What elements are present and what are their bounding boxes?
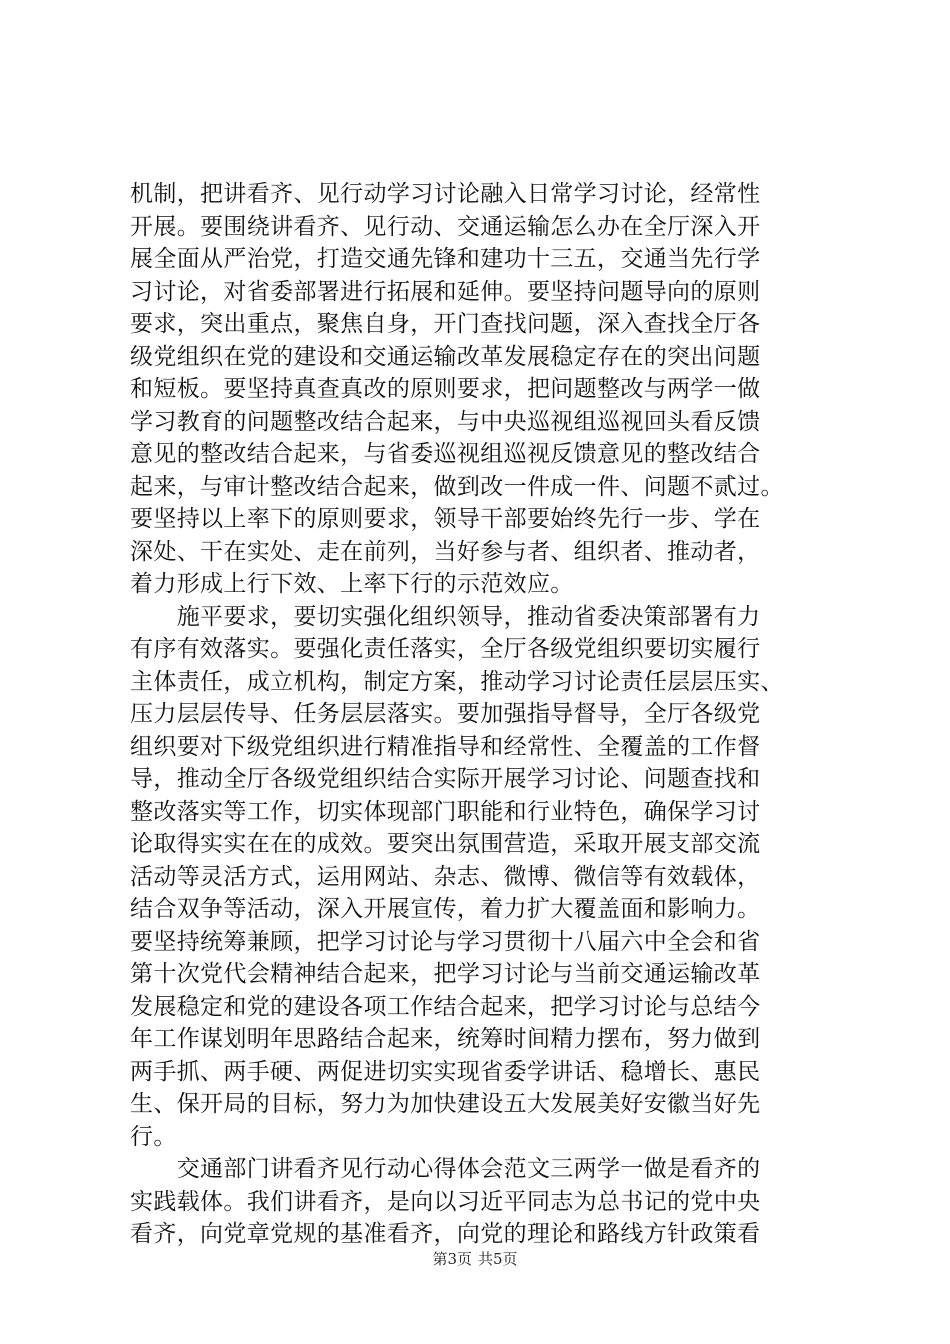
text-line: 实践载体。我们讲看齐，是向以习近平同志为总书记的党中央 [130, 1188, 761, 1215]
text-line: 压力层层传导、任务层层落实。要加强指导督导，全厅各级党 [130, 701, 761, 727]
text-line: 级党组织在党的建设和交通运输改革发展稳定存在的突出问题 [130, 343, 761, 370]
text-line: 看齐，向党章党规的基准看齐，向党的理论和路线方针政策看 [130, 1221, 761, 1247]
text-line: 行。 [130, 1123, 177, 1150]
text-line: 发展稳定和党的建设各项工作结合起来，把学习讨论与总结今 [130, 993, 761, 1020]
text-line: 交通部门讲看齐见行动心得体会范文三两学一做是看齐的 [130, 1156, 761, 1182]
text-line: 结合双争等活动，深入开展宣传，着力扩大覆盖面和影响力。 [130, 896, 761, 922]
page-number: 第3页 [432, 1250, 472, 1268]
text-line: 着力形成上行下效、上率下行的示范效应。 [130, 571, 574, 597]
text-line: 生、保开局的目标，努力为加快建设五大发展美好安徽当好先 [130, 1091, 761, 1117]
text-line: 第十次党代会精神结合起来，把学习讨论与当前交通运输改革 [130, 961, 761, 987]
text-line: 主体责任，成立机构，制定方案，推动学习讨论责任层层压实、 [130, 668, 784, 695]
text-line: 有序有效落实。要强化责任落实，全厅各级党组织要切实履行 [130, 636, 761, 662]
text-line: 导，推动全厅各级党组织结合实际开展学习讨论、问题查找和 [130, 766, 761, 792]
text-line: 整改落实等工作，切实体现部门职能和行业特色，确保学习讨 [130, 798, 761, 825]
text-line: 活动等灵活方式，运用网站、杂志、微博、微信等有效载体， [130, 863, 761, 890]
text-line: 要求，突出重点，聚焦自身，开门查找问题，深入查找全厅各 [130, 311, 761, 337]
text-line: 和短板。要坚持真查真改的原则要求，把问题整改与两学一做 [130, 376, 761, 402]
text-line: 论取得实实在在的成效。要突出氛围营造，采取开展支部交流 [130, 831, 761, 857]
text-line: 开展。要围绕讲看齐、见行动、交通运输怎么办在全厅深入开 [130, 213, 761, 240]
text-line: 年工作谋划明年思路结合起来，统筹时间精力摆布，努力做到 [130, 1026, 761, 1052]
body-text [130, 178, 835, 1251]
text-line: 展全面从严治党，打造交通先锋和建功十三五，交通当先行学 [130, 246, 761, 272]
text-line: 学习教育的问题整改结合起来，与中央巡视组巡视回头看反馈 [130, 408, 761, 435]
page-total: 共5页 [478, 1250, 518, 1268]
text-line: 要坚持以上率下的原则要求，领导干部要始终先行一步、学在 [130, 506, 761, 532]
text-line: 习讨论，对省委部署进行拓展和延伸。要坚持问题导向的原则 [130, 278, 761, 305]
text-line: 组织要对下级党组织进行精准指导和经常性、全覆盖的工作督 [130, 733, 761, 760]
text-line: 机制，把讲看齐、见行动学习讨论融入日常学习讨论，经常性 [130, 181, 761, 207]
text-line: 要坚持统筹兼顾，把学习讨论与学习贯彻十八届六中全会和省 [130, 928, 761, 955]
text-line: 施平要求，要切实强化组织领导，推动省委决策部署有力 [130, 603, 761, 630]
page-footer [0, 1248, 950, 1269]
text-line: 起来，与审计整改结合起来，做到改一件成一件、问题不贰过。 [130, 473, 784, 500]
text-line: 深处、干在实处、走在前列，当好参与者、组织者、推动者， [130, 538, 761, 565]
text-line: 意见的整改结合起来，与省委巡视组巡视反馈意见的整改结合 [130, 441, 761, 467]
text-line: 两手抓、两手硬、两促进切实实现省委学讲话、稳增长、惠民 [130, 1058, 761, 1085]
